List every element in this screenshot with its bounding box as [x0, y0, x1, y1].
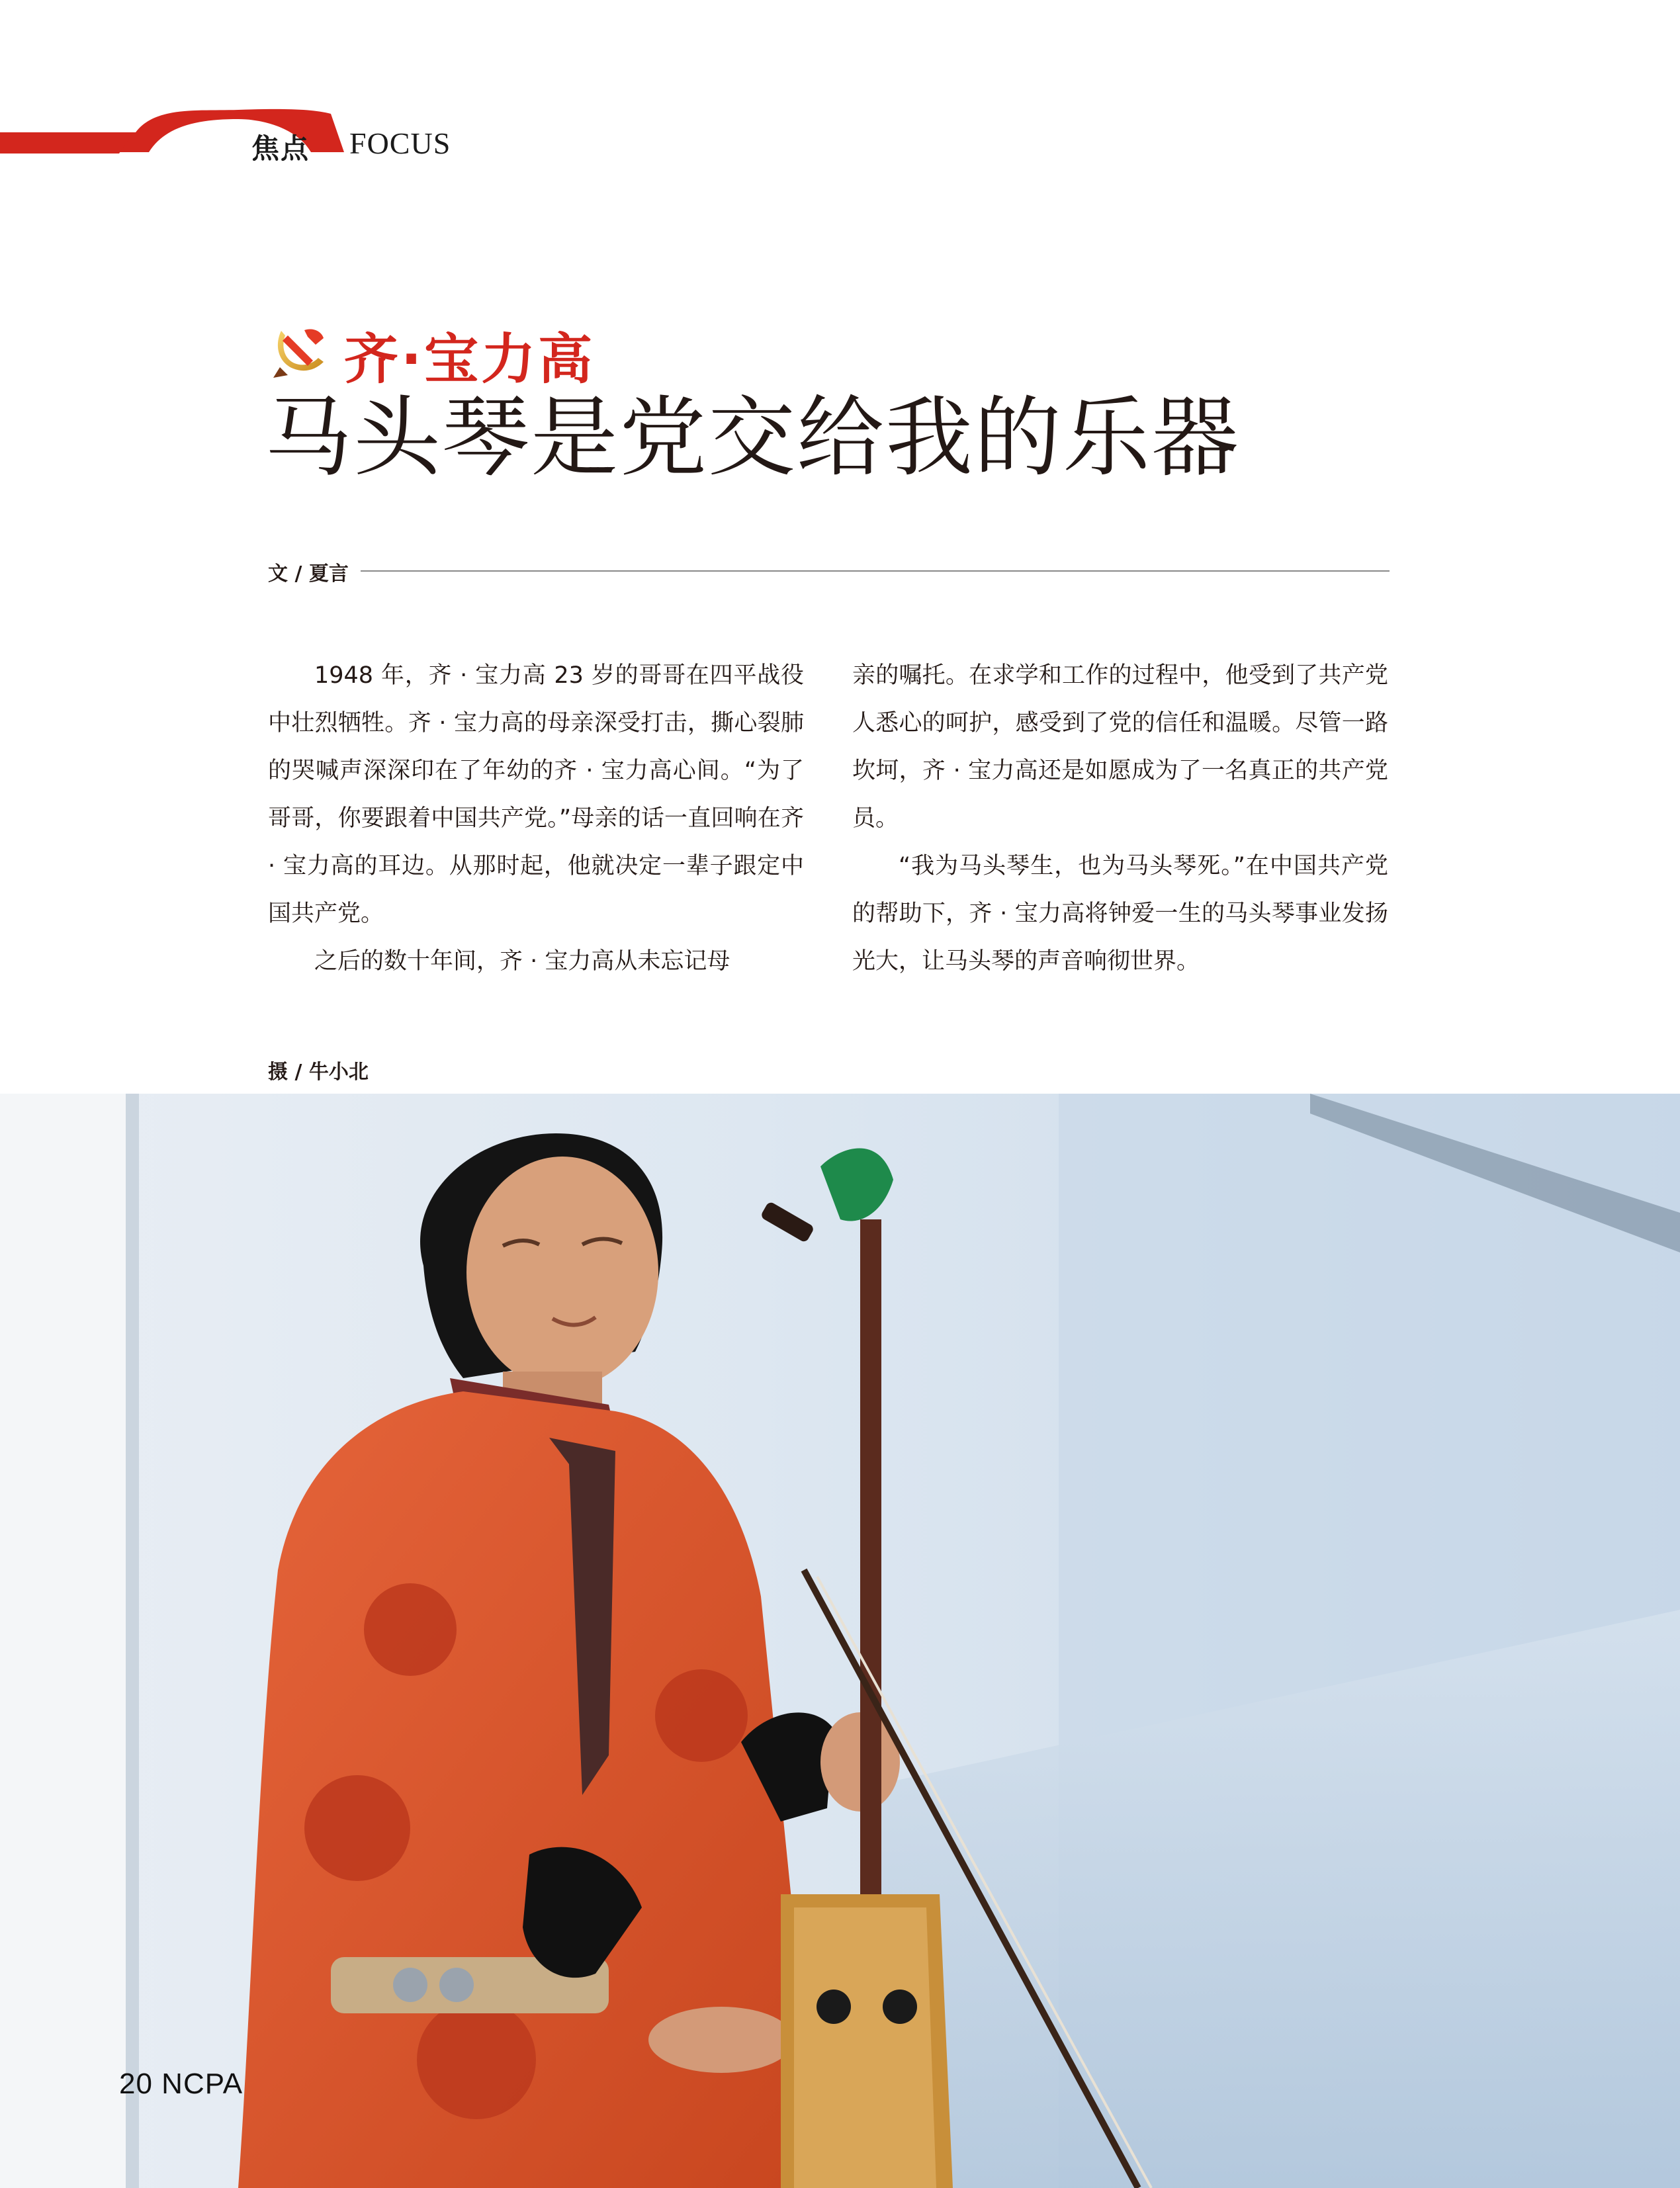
- article-title: 马头琴是党交给我的乐器: [265, 387, 1240, 489]
- portrait-photo: [0, 1094, 1680, 2188]
- section-label-en: FOCUS: [349, 126, 451, 160]
- page-folio: 20 NCPA: [119, 2068, 243, 2100]
- paragraph: 之后的数十年间，齐 · 宝力高从未忘记母: [314, 948, 730, 975]
- byline: 文 / 夏言: [268, 562, 349, 586]
- paragraph: 1948 年，齐 · 宝力高 23 岁的哥哥在四平战役中壮烈牺牲。齐 · 宝力高的母亲深受打击，撕心裂肺的哭喊声深深印在了年幼的齐 · 宝力高心间。“为了哥哥，你要跟着中国共产党。”母亲的话一直回响在齐 · 宝力高的耳边。从那时起，他就决定一辈子跟定中国共产党。: [268, 662, 804, 927]
- article-kicker: 齐·宝力高: [344, 328, 596, 391]
- section-label-cn: 焦点: [251, 132, 310, 165]
- paragraph: 亲的嘱托。在求学和工作的过程中，他受到了共产党人悉心的呵护，感受到了党的信任和温暖。尽管一路坎坷，齐 · 宝力高还是如愿成为了一名真正的共产党员。: [852, 662, 1388, 832]
- byline-rule: [361, 570, 1390, 572]
- party-emblem-icon: [268, 321, 334, 380]
- body-column-right: [852, 652, 1388, 985]
- byline-row: [268, 557, 1390, 584]
- paragraph: “我为马头琴生，也为马头琴死。”在中国共产党的帮助下，齐 · 宝力高将钟爱一生的马头琴事业发扬光大，让马头琴的声音响彻世界。: [852, 853, 1388, 975]
- portrait-illustration: [0, 1094, 1680, 2188]
- body-column-left: [268, 652, 804, 985]
- section-header: [0, 99, 503, 165]
- photo-credit: 摄 / 牛小北: [268, 1061, 369, 1084]
